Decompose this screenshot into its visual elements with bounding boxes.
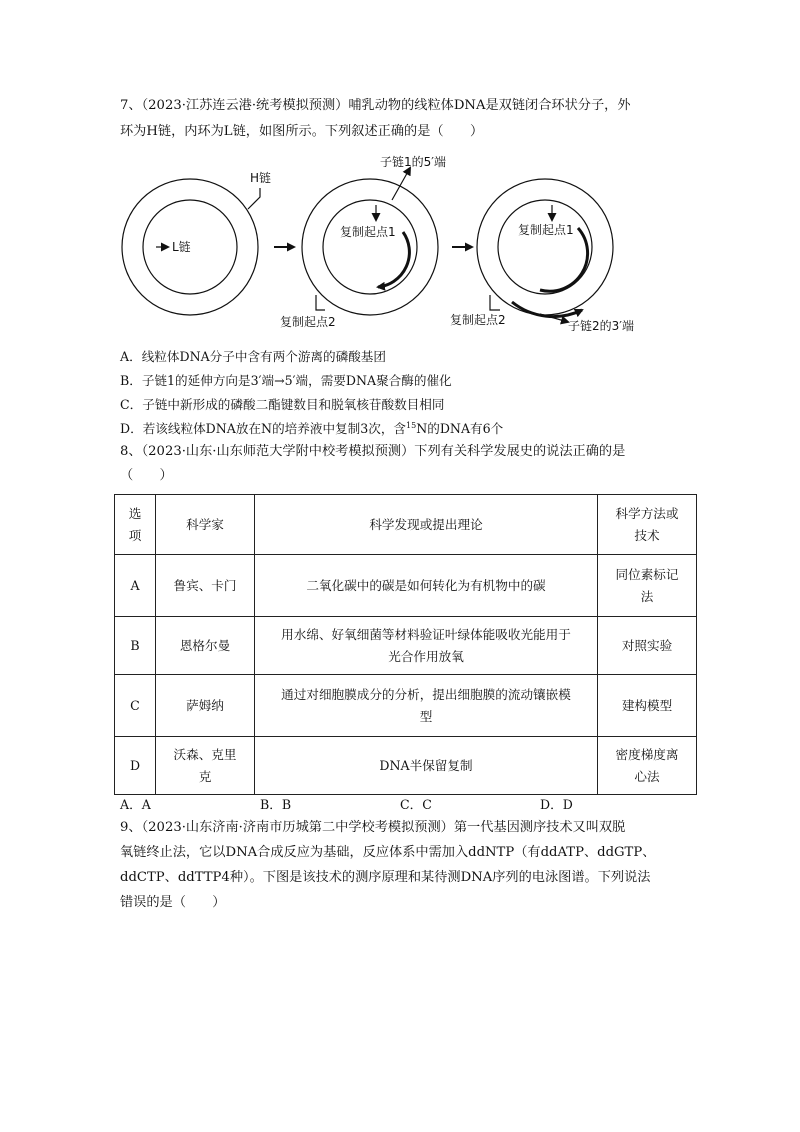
q7-option-d[interactable]	[120, 418, 503, 437]
origin1-label-b: 复制起点1	[518, 223, 574, 237]
q9-line1: 9、（2023·山东济南·济南市历城第二中学校考模拟预测）第一代基因测序技术又叫双脱	[120, 820, 626, 835]
q7-option-d-pre: D．若该线粒体DNA放在N的培养液中复制3次，含	[120, 421, 407, 436]
q9-line3: ddCTP、ddTTP4种）。下图是该技术的测序原理和某待测DNA序列的电泳图谱。下列说法	[120, 870, 651, 885]
q9-line2: 氧链终止法，它以DNA合成反应为基础，反应体系中需加入ddNTP（有ddATP、ddGTP、	[120, 845, 656, 860]
origin2-label-a: 复制起点2	[280, 315, 336, 329]
q8-option-b[interactable]: B．B	[260, 797, 292, 812]
table-row: B 恩格尔曼 用水绵、好氧细菌等材料验证叶绿体能吸收光能用于 光合作用放氧 对照实验	[115, 617, 697, 675]
q7-option-c[interactable]: C．子链中新形成的磷酸二酯键数目和脱氧核苷酸数目相同	[120, 397, 445, 412]
q7-stem-line1: 7、（2023·江苏连云港·统考模拟预测）哺乳动物的线粒体DNA是双链闭合环状分子，外	[120, 98, 631, 113]
h-chain-label: H链	[250, 171, 272, 185]
figure-overlay	[120, 150, 680, 340]
q7-option-d-post: N的DNA有6个	[416, 421, 504, 436]
q7-stem-line2: 环为H链，内环为L链，如图所示。下列叙述正确的是（ ）	[120, 124, 484, 139]
q8-option-a[interactable]: A．A	[120, 797, 151, 812]
q8-stem-line1: 8、（2023·山东·山东师范大学附中校考模拟预测）下列有关科学发展史的说法正确的是	[120, 444, 626, 459]
q7-option-b[interactable]: B．子链1的延伸方向是3′端→5′端，需要DNA聚合酶的催化	[120, 373, 452, 388]
l-chain-label: L链	[172, 240, 191, 254]
table-row: D 沃森、克里 克 DNA半保留复制 密度梯度离 心法	[115, 737, 697, 795]
header-option: 选 项	[115, 495, 156, 555]
daughter1-5end-label: 子链1的5′端	[380, 155, 446, 169]
q7-option-a[interactable]: A．线粒体DNA分子中含有两个游离的磷酸基团	[120, 349, 386, 364]
header-scientist: 科学家	[156, 495, 255, 555]
origin2-label-b: 复制起点2	[450, 313, 506, 327]
origin1-label-a: 复制起点1	[340, 225, 396, 239]
q7-option-d-sup: 15	[406, 420, 417, 430]
q9-line4: 错误的是（ ）	[120, 895, 226, 910]
science-history-table	[114, 494, 697, 795]
q8-option-c[interactable]: C．C	[400, 797, 432, 812]
table-row: C 萨姆纳 通过对细胞膜成分的分析，提出细胞膜的流动镶嵌模 型 建构模型	[115, 675, 697, 737]
daughter2-3end-label: 子链2的3′端	[568, 319, 634, 333]
header-method: 科学方法或 技术	[598, 495, 697, 555]
q8-stem-line2: （ ）	[120, 468, 173, 483]
header-finding: 科学发现或提出理论	[255, 495, 598, 555]
table-header-row	[115, 495, 697, 555]
table-row: A 鲁宾、卡门 二氧化碳中的碳是如何转化为有机物中的碳 同位素标记 法	[115, 555, 697, 617]
q8-option-d[interactable]: D．D	[540, 797, 573, 812]
